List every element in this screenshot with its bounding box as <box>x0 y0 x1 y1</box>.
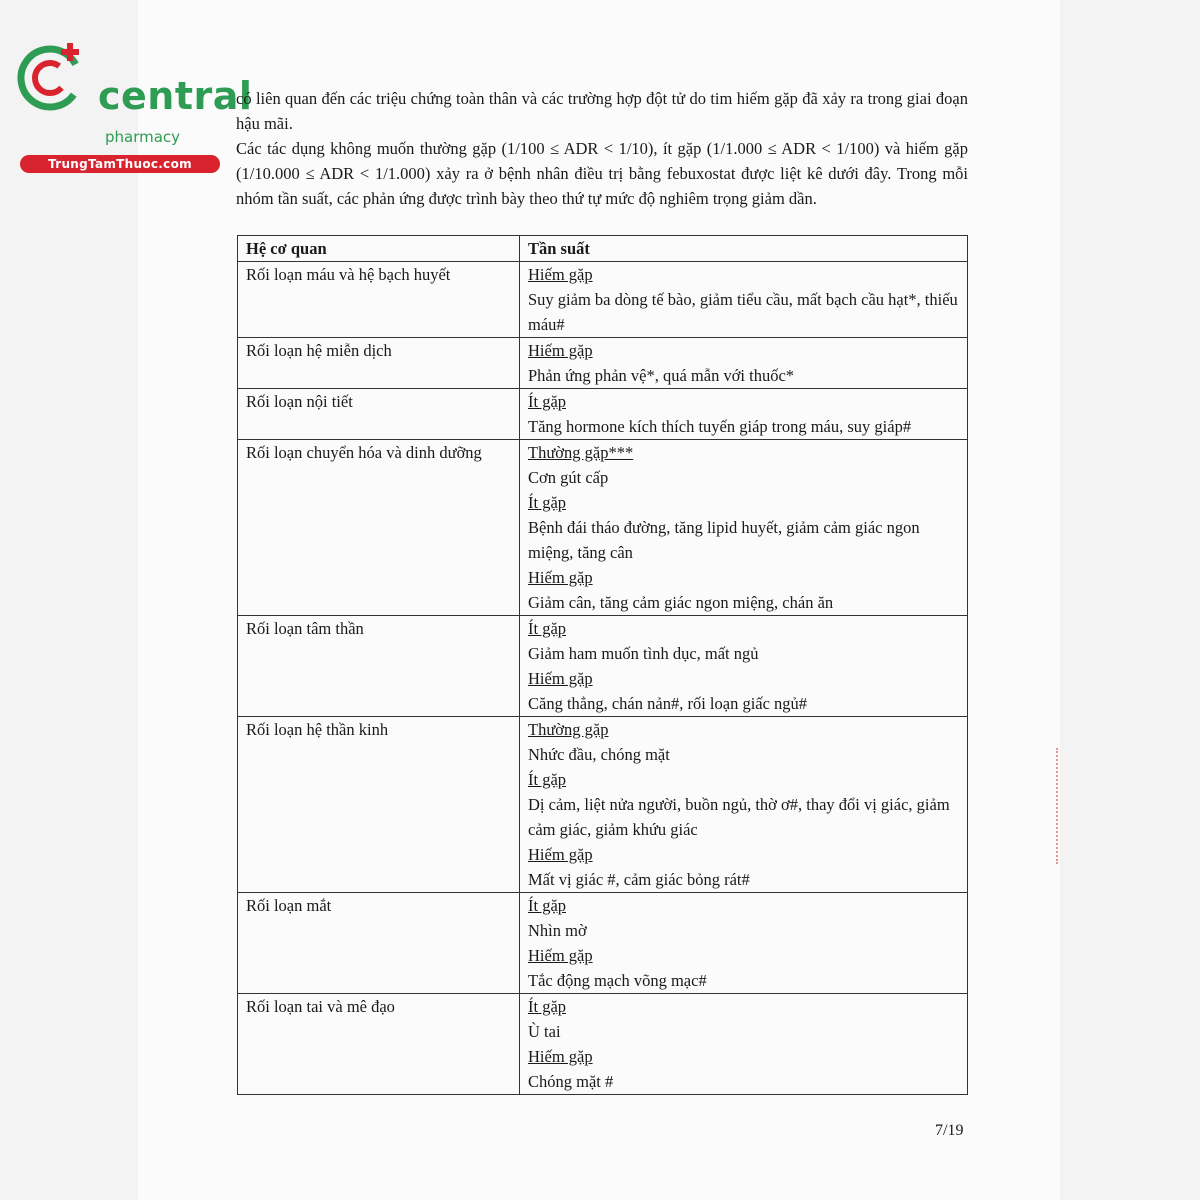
organ-cell: Rối loạn máu và hệ bạch huyết <box>238 262 520 338</box>
frequency-label: Ít gặp <box>528 997 567 1016</box>
frequency-cell <box>520 262 968 338</box>
organ-cell: Rối loạn hệ thần kinh <box>238 717 520 893</box>
frequency-cell <box>520 389 968 440</box>
frequency-label: Thường gặp*** <box>528 443 634 462</box>
frequency-label: Ít gặp <box>528 493 567 512</box>
frequency-cell <box>520 616 968 717</box>
frequency-label: Ít gặp <box>528 392 567 411</box>
frequency-label: Hiếm gặp <box>528 946 593 965</box>
organ-cell: Rối loạn tâm thần <box>238 616 520 717</box>
effects-text: Bệnh đái tháo đường, tăng lipid huyết, giảm cảm giác ngon miệng, tăng cân <box>528 518 920 562</box>
brand-name: central <box>98 74 253 118</box>
organ-cell: Rối loạn mắt <box>238 893 520 994</box>
intro-text <box>236 86 968 211</box>
table-row <box>238 338 968 389</box>
frequency-label: Hiếm gặp <box>528 568 593 587</box>
effects-text: Nhìn mờ <box>528 921 587 940</box>
effects-text: Giảm ham muốn tình dục, mất ngủ <box>528 644 759 663</box>
effects-text: Phản ứng phản vệ*, quá mẫn với thuốc* <box>528 366 795 385</box>
brand-website[interactable]: TrungTamThuoc.com <box>20 155 220 173</box>
effects-text: Ù tai <box>528 1022 561 1041</box>
table-row <box>238 440 968 616</box>
table-row <box>238 389 968 440</box>
frequency-label: Hiếm gặp <box>528 669 593 688</box>
central-pharmacy-logo-icon <box>10 38 96 118</box>
effects-text: Tăng hormone kích thích tuyến giáp trong máu, suy giáp# <box>528 417 912 436</box>
organ-cell: Rối loạn chuyển hóa và dinh dưỡng <box>238 440 520 616</box>
effects-text: Suy giảm ba dòng tế bào, giảm tiểu cầu, mất bạch cầu hạt*, thiếu máu# <box>528 290 958 334</box>
intro-paragraph-1: có liên quan đến các triệu chứng toàn thân và các trường hợp đột tử do tim hiếm gặp đã xảy ra trong giai đoạn hậu mãi. <box>236 89 968 133</box>
table-row <box>238 994 968 1095</box>
header-organ: Hệ cơ quan <box>238 236 520 262</box>
organ-cell: Rối loạn hệ miễn dịch <box>238 338 520 389</box>
page-number: 7/19 <box>935 1122 964 1139</box>
effects-text: Cơn gút cấp <box>528 468 609 487</box>
brand-logo[interactable] <box>10 38 253 171</box>
organ-cell: Rối loạn tai và mê đạo <box>238 994 520 1095</box>
table-header-row <box>238 236 968 262</box>
frequency-cell <box>520 338 968 389</box>
intro-paragraph-2: Các tác dụng không muốn thường gặp (1/100 ≤ ADR < 1/10), ít gặp (1/1.000 ≤ ADR < 1/100) và hiếm gặp (1/10.000 ≤ ADR < 1/1.000) xảy ra ở bệnh nhân điều trị bằng febuxostat được liệt kê dưới đây. Trong mỗi nhóm tần suất, các phản ứng được trình bày theo thứ tự mức độ nghiêm trọng giảm dần. <box>236 139 968 208</box>
table-row <box>238 616 968 717</box>
header-frequency: Tần suất <box>520 236 968 262</box>
effects-text: Mất vị giác #, cảm giác bỏng rát# <box>528 870 750 889</box>
table-body <box>238 262 968 1095</box>
frequency-cell <box>520 440 968 616</box>
effects-text: Chóng mặt # <box>528 1072 614 1091</box>
effects-text: Giảm cân, tăng cảm giác ngon miệng, chán ăn <box>528 593 834 612</box>
frequency-label: Ít gặp <box>528 619 567 638</box>
frequency-label: Hiếm gặp <box>528 341 593 360</box>
effects-text: Dị cảm, liệt nửa người, buồn ngủ, thờ ơ#, thay đổi vị giác, giảm cảm giác, giảm khứu giác <box>528 795 950 839</box>
margin-stamp-mark <box>1056 748 1064 864</box>
effects-text: Tắc động mạch võng mạc# <box>528 971 707 990</box>
adverse-reactions-table <box>237 235 968 1095</box>
frequency-label: Hiếm gặp <box>528 845 593 864</box>
frequency-label: Ít gặp <box>528 770 567 789</box>
frequency-label: Hiếm gặp <box>528 265 593 284</box>
organ-cell: Rối loạn nội tiết <box>238 389 520 440</box>
brand-subtitle: pharmacy <box>105 128 181 146</box>
effects-text: Nhức đầu, chóng mặt <box>528 745 670 764</box>
frequency-cell <box>520 994 968 1095</box>
effects-text: Căng thẳng, chán nản#, rối loạn giấc ngủ# <box>528 694 808 713</box>
frequency-cell <box>520 717 968 893</box>
table-row <box>238 893 968 994</box>
frequency-cell <box>520 893 968 994</box>
table-row <box>238 717 968 893</box>
frequency-label: Hiếm gặp <box>528 1047 593 1066</box>
frequency-label: Thường gặp <box>528 720 609 739</box>
frequency-label: Ít gặp <box>528 896 567 915</box>
table-row <box>238 262 968 338</box>
